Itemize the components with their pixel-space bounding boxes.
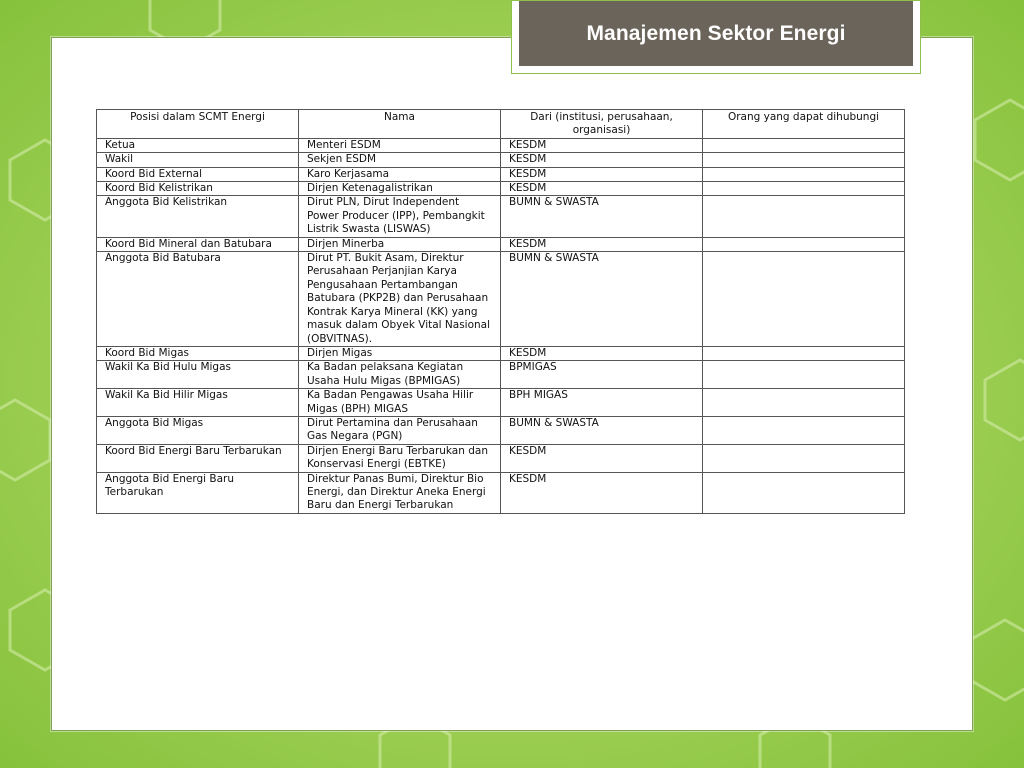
cell-nama: Dirut PT. Bukit Asam, Direktur Perusahaan Perjanjian Karya Pengusahaan Pertambangan Batubara (PKP2B) dan Perusahaan Kontrak Karya Mineral (KK) yang masuk dalam Obyek Vital Nasional (OBVITNAS). bbox=[299, 252, 501, 347]
cell-dari: KESDM bbox=[501, 472, 703, 513]
cell-posisi: Anggota Bid Kelistrikan bbox=[97, 196, 299, 237]
cell-dari: KESDM bbox=[501, 444, 703, 472]
cell-dari: KESDM bbox=[501, 167, 703, 181]
cell-kontak bbox=[703, 138, 905, 152]
cell-kontak bbox=[703, 237, 905, 251]
cell-nama: Ka Badan pelaksana Kegiatan Usaha Hulu Migas (BPMIGAS) bbox=[299, 361, 501, 389]
slide-title: Manajemen Sektor Energi bbox=[586, 21, 846, 45]
cell-kontak bbox=[703, 346, 905, 360]
cell-posisi: Koord Bid Migas bbox=[97, 346, 299, 360]
cell-posisi: Wakil bbox=[97, 153, 299, 167]
cell-posisi: Anggota Bid Energi Baru Terbarukan bbox=[97, 472, 299, 513]
cell-nama: Direktur Panas Bumi, Direktur Bio Energi, dan Direktur Aneka Energi Baru dan Energi Terbarukan bbox=[299, 472, 501, 513]
cell-dari: BPH MIGAS bbox=[501, 389, 703, 417]
cell-kontak bbox=[703, 182, 905, 196]
cell-nama: Dirjen Migas bbox=[299, 346, 501, 360]
table-row bbox=[97, 444, 905, 472]
cell-posisi: Koord Bid Energi Baru Terbarukan bbox=[97, 444, 299, 472]
title-frame bbox=[511, 0, 921, 74]
header-dari: Dari (institusi, perusahaan, organisasi) bbox=[501, 110, 703, 139]
table-row bbox=[97, 237, 905, 251]
table-row bbox=[97, 389, 905, 417]
cell-kontak bbox=[703, 472, 905, 513]
header-kontak: Orang yang dapat dihubungi bbox=[703, 110, 905, 139]
cell-kontak bbox=[703, 361, 905, 389]
cell-posisi: Wakil Ka Bid Hilir Migas bbox=[97, 389, 299, 417]
cell-nama: Dirjen Energi Baru Terbarukan dan Konservasi Energi (EBTKE) bbox=[299, 444, 501, 472]
cell-kontak bbox=[703, 389, 905, 417]
table-header-row bbox=[97, 110, 905, 139]
cell-nama: Sekjen ESDM bbox=[299, 153, 501, 167]
cell-dari: BUMN & SWASTA bbox=[501, 416, 703, 444]
cell-dari: KESDM bbox=[501, 346, 703, 360]
cell-nama: Dirut PLN, Dirut Independent Power Producer (IPP), Pembangkit Listrik Swasta (LISWAS) bbox=[299, 196, 501, 237]
cell-posisi: Wakil Ka Bid Hulu Migas bbox=[97, 361, 299, 389]
cell-dari: KESDM bbox=[501, 182, 703, 196]
cell-posisi: Koord Bid Mineral dan Batubara bbox=[97, 237, 299, 251]
table-row bbox=[97, 416, 905, 444]
cell-kontak bbox=[703, 153, 905, 167]
cell-nama: Dirut Pertamina dan Perusahaan Gas Negara (PGN) bbox=[299, 416, 501, 444]
cell-kontak bbox=[703, 196, 905, 237]
cell-posisi: Anggota Bid Batubara bbox=[97, 252, 299, 347]
header-posisi: Posisi dalam SCMT Energi bbox=[97, 110, 299, 139]
table-row bbox=[97, 472, 905, 513]
cell-dari: BUMN & SWASTA bbox=[501, 196, 703, 237]
header-nama: Nama bbox=[299, 110, 501, 139]
scmt-energy-table bbox=[96, 109, 905, 514]
cell-dari: KESDM bbox=[501, 237, 703, 251]
cell-kontak bbox=[703, 252, 905, 347]
table-row bbox=[97, 346, 905, 360]
table-row bbox=[97, 196, 905, 237]
table-row bbox=[97, 167, 905, 181]
cell-dari: BPMIGAS bbox=[501, 361, 703, 389]
table-row bbox=[97, 182, 905, 196]
cell-posisi: Ketua bbox=[97, 138, 299, 152]
cell-nama: Dirjen Minerba bbox=[299, 237, 501, 251]
cell-kontak bbox=[703, 167, 905, 181]
table-row bbox=[97, 252, 905, 347]
table-row bbox=[97, 138, 905, 152]
cell-kontak bbox=[703, 444, 905, 472]
table-row bbox=[97, 153, 905, 167]
cell-dari: KESDM bbox=[501, 153, 703, 167]
cell-nama: Karo Kerjasama bbox=[299, 167, 501, 181]
cell-dari: BUMN & SWASTA bbox=[501, 252, 703, 347]
cell-nama: Menteri ESDM bbox=[299, 138, 501, 152]
table-row bbox=[97, 361, 905, 389]
cell-kontak bbox=[703, 416, 905, 444]
cell-nama: Ka Badan Pengawas Usaha Hilir Migas (BPH) MIGAS bbox=[299, 389, 501, 417]
cell-dari: KESDM bbox=[501, 138, 703, 152]
cell-posisi: Koord Bid Kelistrikan bbox=[97, 182, 299, 196]
cell-posisi: Koord Bid External bbox=[97, 167, 299, 181]
cell-posisi: Anggota Bid Migas bbox=[97, 416, 299, 444]
title-banner bbox=[519, 1, 913, 66]
cell-nama: Dirjen Ketenagalistrikan bbox=[299, 182, 501, 196]
